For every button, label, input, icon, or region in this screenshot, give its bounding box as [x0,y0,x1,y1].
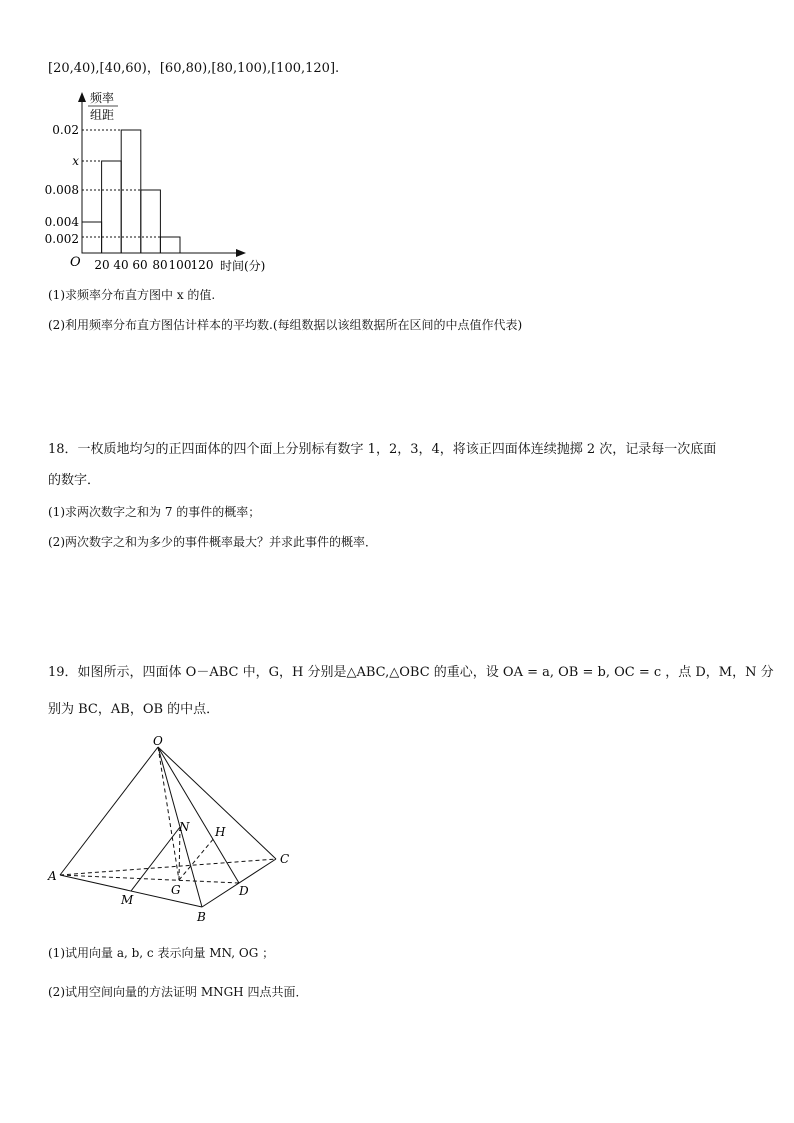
x-axis-arrow [236,249,246,257]
y-axis-arrow [78,92,86,102]
histogram-bar-2 [121,130,141,253]
x-axis-label: 时间(分) [220,259,266,273]
edge-AC [60,859,276,875]
q17-part1: (1)求频率分布直方图中 x 的值. [48,288,216,302]
q19-stem-line1: 19．如图所示，四面体 O－ABC 中，G，H 分别是△ABC,△OBC 的重心，设 OA = a, OB = b, OC = c ，点 D，M，N 分 [48,665,774,680]
q18-part1: (1)求两次数字之和为 7 的事件的概率； [48,505,261,519]
x-tick-80: 80 [152,258,168,272]
label-H: H [215,825,226,839]
edge-OC [158,747,276,859]
q17-part2: (2)利用频率分布直方图估计样本的平均数.(每组数据以该组数据所在区间的中点值作代表) [48,318,523,332]
q19-stem-line2: 别为 BC，AB，OB 的中点． [48,702,220,717]
label-O: O [153,735,163,748]
label-C: C [280,852,290,866]
tetrahedron-figure [40,735,300,925]
y-label-bottom: 组距 [90,108,115,122]
frequency-histogram [40,88,300,278]
q19-part1: (1)试用向量 a, b, c 表示向量 MN, OG ； [48,946,275,960]
segment-NG [179,827,180,880]
origin-label: O [70,255,81,270]
segment-MN [131,827,180,891]
y-tick-0.02: 0.02 [52,123,79,137]
x-tick-120: 120 [190,258,214,272]
histogram-bar-3 [141,190,161,253]
y-tick-0.004: 0.004 [44,215,79,229]
segment-AD [60,875,239,883]
label-A: A [48,869,57,883]
y-label-top: 频率 [90,91,115,105]
y-tick-0.002: 0.002 [44,232,79,246]
histogram-bar-4 [160,237,180,253]
q19-part2: (2)试用空间向量的方法证明 MNGH 四点共面． [48,985,308,999]
histogram-bar-0 [82,222,102,253]
y-tick-x: x [72,154,79,168]
label-G: G [171,883,181,897]
label-D: D [239,884,249,898]
label-B: B [197,910,206,924]
q18-stem-line2: 的数字． [48,473,101,488]
histogram-bars [82,130,180,253]
q18-stem-line1: 18．一枚质地均匀的正四面体的四个面上分别标有数字 1，2，3，4，将该正四面体连续抛掷 2 次，记录每一次底面 [48,442,717,457]
x-tick-40: 40 [113,258,129,272]
intervals-line: [20,40),[40,60)，[60,80),[80,100),[100,120]. [48,61,340,76]
label-N: N [179,820,190,834]
edge-OA [60,747,158,875]
x-tick-60: 60 [132,258,148,272]
x-tick-100: 100 [168,258,192,272]
y-tick-0.008: 0.008 [44,183,79,197]
q18-part2: (2)两次数字之和为多少的事件概率最大？并求此事件的概率． [48,535,378,549]
label-M: M [121,893,134,907]
x-tick-20: 20 [94,258,110,272]
histogram-bar-1 [102,161,122,253]
edge-OD [158,747,239,883]
